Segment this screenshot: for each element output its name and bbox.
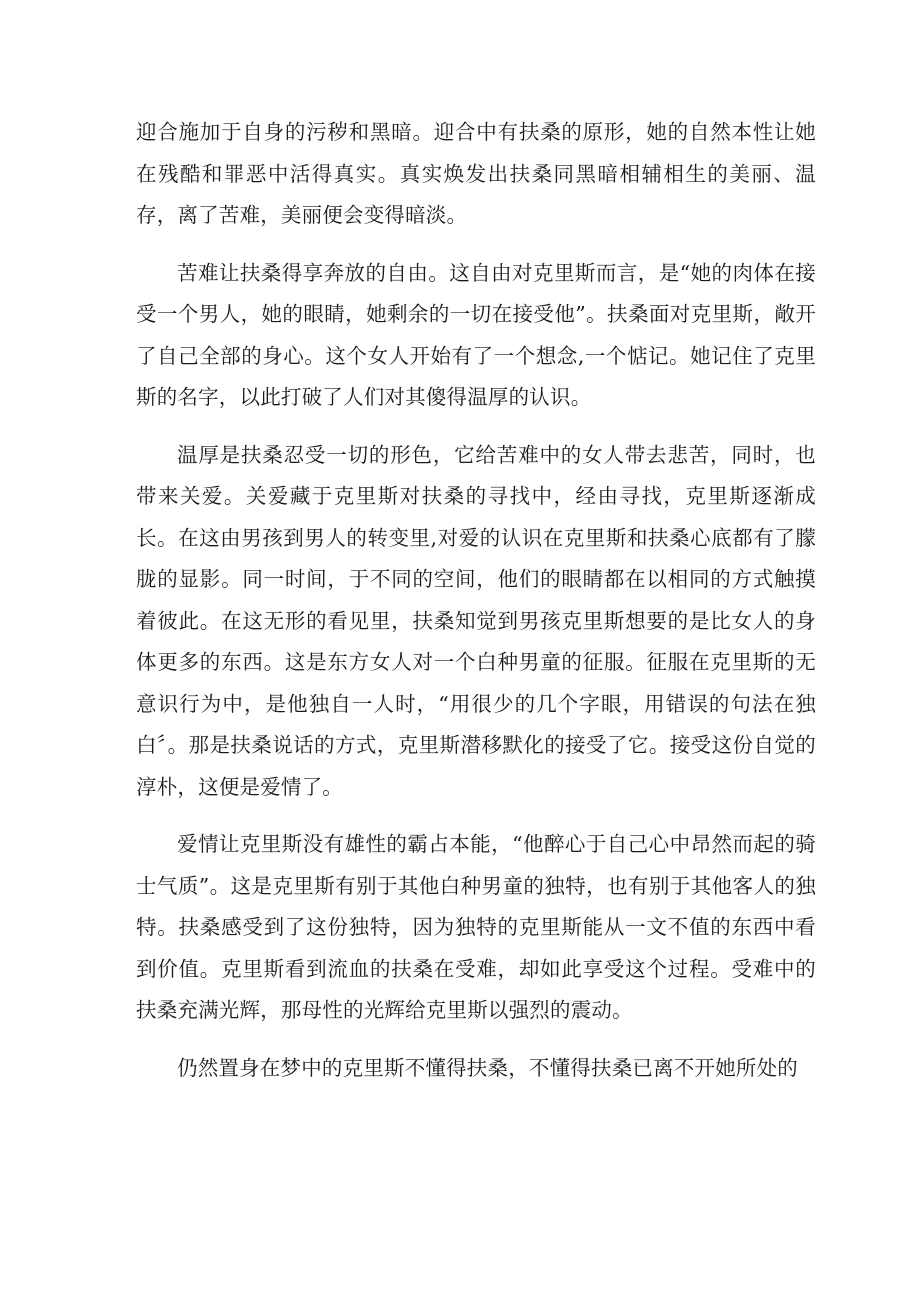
paragraph-5: 仍然置身在梦中的克里斯不懂得扶桑，不懂得扶桑已离不开她所处的 xyxy=(177,1055,798,1080)
paragraph-3: 温厚是扶桑忍受一切的形色，它给苦难中的女人带去悲苦，同时，也带来关爱。关爱藏于克里斯对扶桑的寻找中，经由寻找，克里斯逐渐成长。在这由男孩到男人的转变里,对爱的认识在克里斯和扶桑心底都有了朦胧的显影。同一时间，于不同的空间，他们的眼睛都在以相同的方式触摸着彼此。在这无形的看见里，扶桑知觉到男孩克里斯想要的是比女人的身体更多的东西。这是东方女人对一个白种男童的征服。征服在克里斯的无意识行为中，是他独自一人时，“用很少的几个字眼，用错误的句法在独白〞。那是扶桑说话的方式，克里斯潜移默化的接受了它。接受这份自觉的淳朴，这便是爱情了。 xyxy=(136,442,816,799)
document-body xyxy=(136,112,816,1105)
paragraph-2: 苦难让扶桑得享奔放的自由。这自由对克里斯而言，是“她的肉体在接受一个男人，她的眼睛，她剩余的一切在接受他”。扶桑面对克里斯，敞开了自己全部的身心。这个女人开始有了一个想念,一个惦记。她记住了克里斯的名字，以此打破了人们对其傻得温厚的认识。 xyxy=(136,260,816,409)
paragraph-1: 迎合施加于自身的污秽和黑暗。迎合中有扶桑的原形，她的自然本性让她在残酷和罪恶中活得真实。真实焕发出扶桑同黑暗相辅相生的美丽、温存，离了苦难，美丽便会变得暗淡。 xyxy=(136,120,816,227)
paragraph-4: 爱情让克里斯没有雄性的霸占本能，“他醉心于自己心中昂然而起的骑士气质”。这是克里斯有别于其他白种男童的独特，也有别于其他客人的独特。扶桑感受到了这份独特，因为独特的克里斯能从一文不值的东西中看到价值。克里斯看到流血的扶桑在受难，却如此享受这个过程。受难中的扶桑充满光辉，那母性的光辉给克里斯以强烈的震动。 xyxy=(136,832,816,1022)
